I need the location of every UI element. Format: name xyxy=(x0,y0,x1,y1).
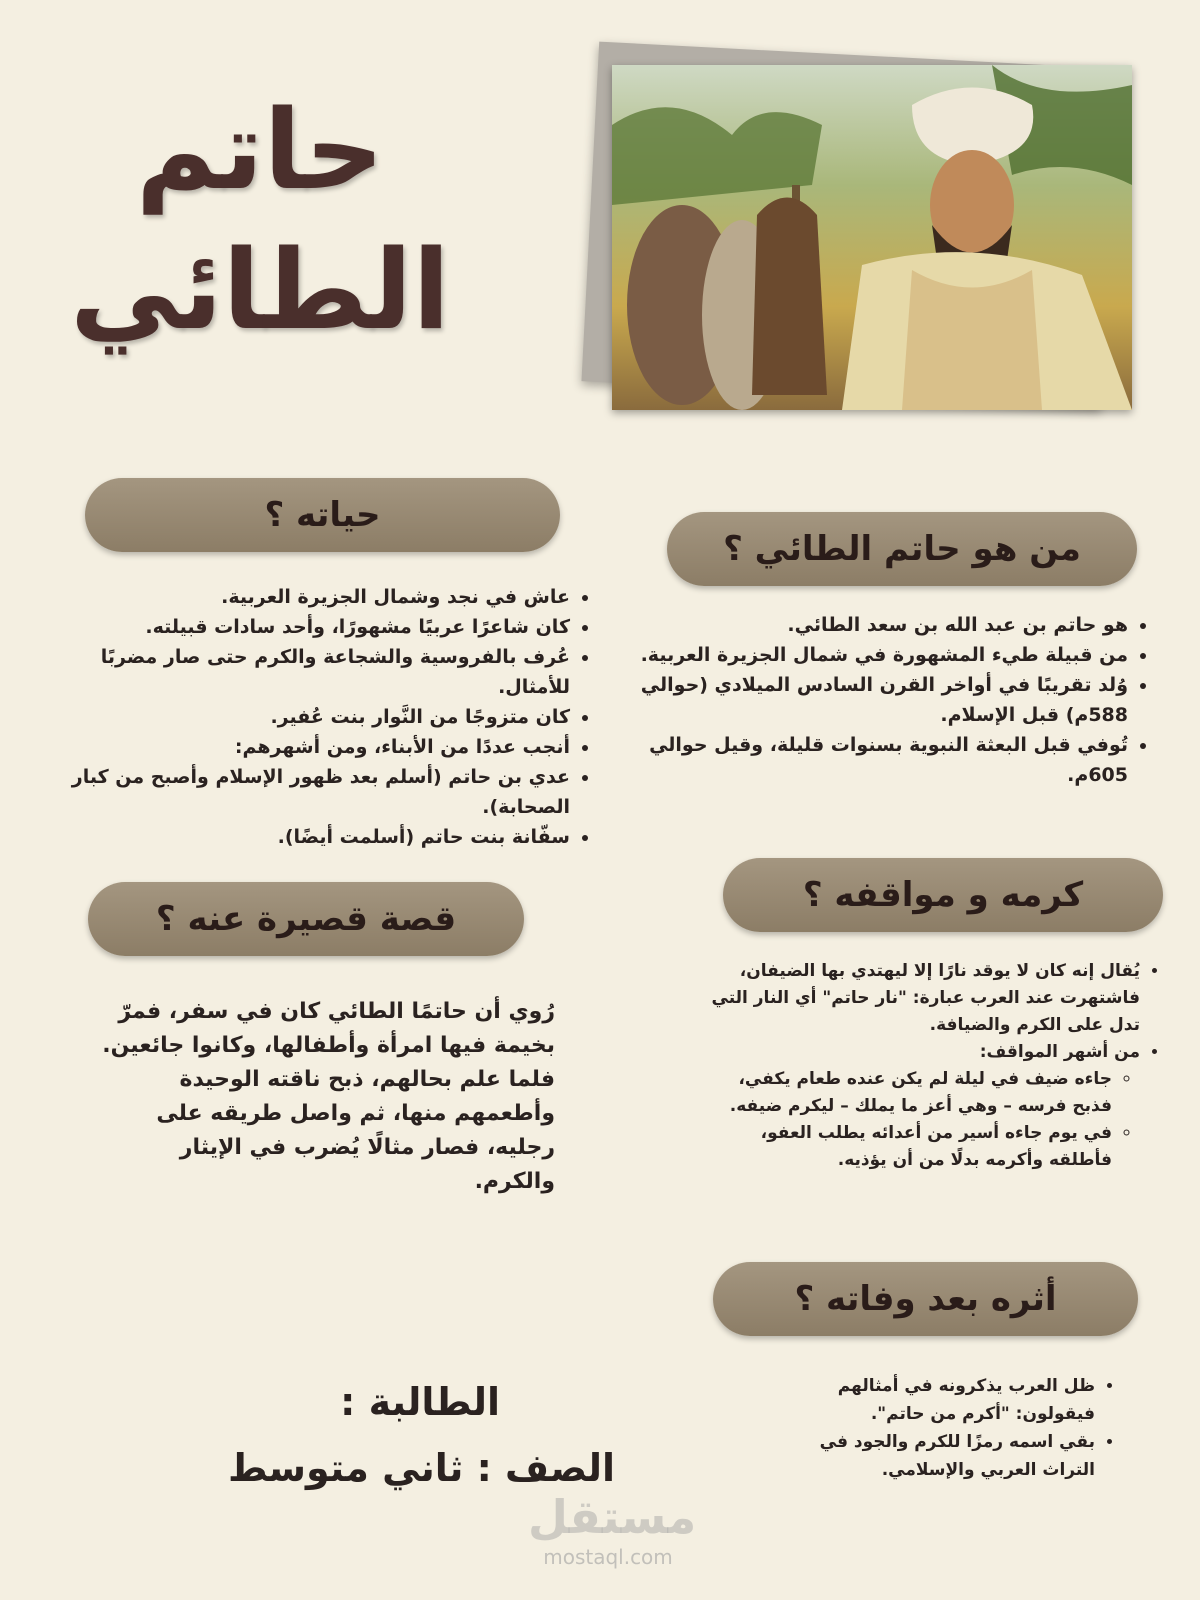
portrait-illustration xyxy=(612,65,1132,410)
list-item: • من قبيلة طيء المشهورة في شمال الجزيرة العربية. xyxy=(628,640,1128,670)
list-item: • هو حاتم بن عبد الله بن سعد الطائي. xyxy=(628,610,1128,640)
list-item: • سفّانة بنت حاتم (أسلمت أيضًا). xyxy=(70,822,570,852)
story-text: رُوي أن حاتمًا الطائي كان في سفر، فمرّ بخيمة فيها امرأة وأطفالها، وكانوا جائعين. فلما علم بحالهم، ذبح ناقته الوحيدة وأطعمهم منها، ثم واصل طريقه على رجليه، فصار مثالًا يُضرب في الإيثار والكرم. xyxy=(102,999,555,1194)
heading-life xyxy=(85,478,560,552)
heading-generosity-label: كرمه و مواقفه ؟ xyxy=(802,875,1084,915)
heading-story-label: قصة قصيرة عنه ؟ xyxy=(155,899,457,939)
title-line-2: الطائي xyxy=(69,226,451,354)
list-item: • عاش في نجد وشمال الجزيرة العربية. xyxy=(70,582,570,612)
heading-who-label: من هو حاتم الطائي ؟ xyxy=(723,529,1081,569)
list-item-label: من أشهر المواقف: xyxy=(979,1042,1140,1062)
grade-label: الصف : ثاني متوسط xyxy=(227,1446,615,1490)
who-list xyxy=(628,610,1152,790)
watermark-latin: mostaql.com xyxy=(543,1545,673,1569)
heading-legacy-label: أثره بعد وفاته ؟ xyxy=(794,1279,1057,1319)
sub-list-item: ◦ جاءه ضيف في ليلة لم يكن عنده طعام يكفي، فذبح فرسه – وهي أعز ما يملك – ليكرم ضيفه. xyxy=(700,1066,1112,1120)
legacy-list xyxy=(775,1372,1119,1484)
list-item xyxy=(700,1039,1140,1174)
list-item: • عُرف بالفروسية والشجاعة والكرم حتى صار مضربًا للأمثال. xyxy=(70,642,570,702)
generosity-list xyxy=(700,958,1164,1174)
list-item: • بقي اسمه رمزًا للكرم والجود في التراث العربي والإسلامي. xyxy=(775,1428,1095,1484)
heading-life-label: حياته ؟ xyxy=(264,495,381,535)
list-item: • يُقال إنه كان لا يوقد نارًا إلا ليهتدي بها الضيفان، فاشتهرت عند العرب عبارة: "نار حاتم" أي النار التي تدل على الكرم والضيافة. xyxy=(700,958,1140,1039)
sub-list-item: ◦ في يوم جاءه أسير من أعدائه يطلب العفو، فأطلقه وأكرمه بدلًا من أن يؤذيه. xyxy=(700,1120,1112,1174)
list-item: • تُوفي قبل البعثة النبوية بسنوات قليلة، وقيل حوالي 605م. xyxy=(628,730,1128,790)
list-item: • كان شاعرًا عربيًا مشهورًا، وأحد سادات قبيلته. xyxy=(70,612,570,642)
list-item: • وُلد تقريبًا في أواخر القرن السادس الميلادي (حوالي 588م) قبل الإسلام. xyxy=(628,670,1128,730)
list-item: • عدي بن حاتم (أسلم بعد ظهور الإسلام وأصبح من كبار الصحابة). xyxy=(70,762,570,822)
heading-legacy xyxy=(713,1262,1138,1336)
page-title xyxy=(60,80,460,360)
life-list xyxy=(70,582,594,852)
generosity-sublist xyxy=(700,1066,1140,1174)
list-item: • ظل العرب يذكرونه في أمثالهم فيقولون: "أكرم من حاتم". xyxy=(775,1372,1095,1428)
list-item: • أنجب عددًا من الأبناء، ومن أشهرهم: xyxy=(70,732,570,762)
list-item: • كان متزوجًا من النَّوار بنت عُفير. xyxy=(70,702,570,732)
title-line-1: حاتم xyxy=(135,86,385,214)
watermark-arabic: مستقل xyxy=(528,1490,697,1544)
heading-generosity xyxy=(723,858,1163,932)
heading-who xyxy=(667,512,1137,586)
student-label: الطالبة : xyxy=(340,1380,500,1424)
heading-story xyxy=(88,882,524,956)
